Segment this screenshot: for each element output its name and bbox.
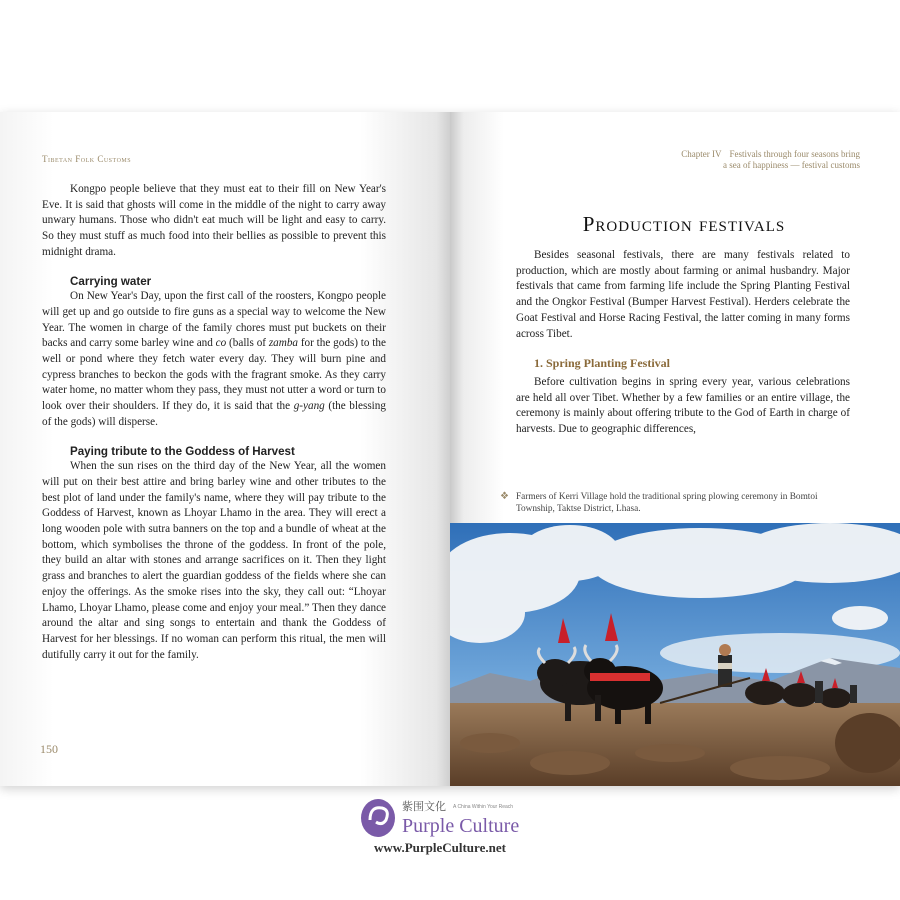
photo-caption bbox=[500, 491, 856, 515]
chapter-title: Production festivals bbox=[582, 212, 786, 236]
running-head-title-line2: a sea of happiness — festival customs bbox=[723, 160, 860, 170]
running-head-right bbox=[600, 149, 860, 171]
book-spread bbox=[0, 112, 900, 786]
purple-culture-logo bbox=[360, 796, 560, 856]
right-page bbox=[450, 112, 900, 786]
left-body-text bbox=[42, 182, 386, 663]
page-number: 150 bbox=[40, 742, 58, 756]
running-head-title-line1: Festivals through four seasons bring bbox=[729, 149, 860, 159]
section-heading-spring-planting: 1. Spring Planting Festival bbox=[534, 356, 671, 371]
heading-paying-tribute: Paying tribute to the Goddess of Harvest bbox=[70, 444, 295, 458]
paragraph-carrying-water: On New Year's Day, upon the first call of the roosters, Kongpo people will get up and go outside to fire guns as a special way to welcome the New Year. The women in charge of the family chores must put buckets on their backs and carry some barley wine and co (balls of zamba for the gods) to the well or pond where they fetch water every day. They will burn pine and cypress branches to beckon the gods with the fragrant smoke. As they carry water home, no matter whom they pass, they must not utter a word or turn to look over their shoulders. If they do, it is said that the g-yang (the blessing of the gods) will disperse. bbox=[42, 290, 386, 428]
paragraph-paying-tribute: When the sun rises on the third day of the New Year, all the women will put on their best attire and bring barley wine and other tributes to the best plot of land under the family's name, where they will pay tribute to the Goddess of Harvest, known as Lhoyar Lhamo in the area. They will erect a long wooden pole with sutra banners on the top and a bundle of wheat at the bottom, which symbolises the throne of the goddess. In front of the pole, they build an altar with stones and arrange sacrifices on it. Then they light grass and branches to alert the guardian goddess of the fields where she can enjoy the offerings. As the smoke rises into the sky, they call out: “Lhoyar Lhamo, Lhoyar Lhamo, please come and enjoy your meal.” Then they dance around the altar and sing songs to entertain and thank the Goddess of Harvest for her blessings. If no woman can perform this ritual, the men will dutifully carry it out for the family. bbox=[42, 460, 386, 661]
running-head-left: Tibetan Folk Customs bbox=[42, 154, 132, 164]
caption-text: Farmers of Kerri Village hold the traditional spring plowing ceremony in Bomtoi Township, Taktse District, Lhasa. bbox=[516, 492, 818, 514]
logo-tagline: A China Within Your Reach bbox=[453, 804, 514, 810]
paragraph-spring-planting: Before cultivation begins in spring every year, various celebrations are held all over Tibet. Whether by a few families or an entire village, the ceremony is mainly about offering tribute to the God of Earth in charge of harvests. Due to geographic differences, bbox=[516, 375, 850, 436]
paragraph-intro-right: Besides seasonal festivals, there are many festivals related to production, which are mostly about farming or animal husbandry. Major festivals that came from farming life include the Spring Planting Festival and the Ongkor Festival (Bumper Harvest Festival). Herders celebrate the Goat Festival and Horse Racing Festival, the latter coming in many forms across Tibet. bbox=[516, 249, 850, 340]
right-body-text bbox=[516, 248, 850, 438]
left-page bbox=[0, 112, 450, 786]
spring-plowing-photo bbox=[450, 523, 900, 786]
running-head-chapter: Chapter IV bbox=[681, 149, 722, 159]
paragraph-intro-left: Kongpo people believe that they must eat to their fill on New Year's Eve. It is said that ghosts will come in the middle of the night to carry away unwary humans. Those who didn't eat much will be light and easy to carry. So they must stuff as much food into their bellies as possible to prevent this midnight drama. bbox=[42, 183, 386, 258]
purple-culture-watermark bbox=[360, 796, 560, 856]
heading-carrying-water: Carrying water bbox=[70, 274, 152, 288]
logo-swirl-icon bbox=[361, 799, 395, 837]
logo-brand: Purple Culture bbox=[402, 815, 520, 837]
logo-chinese: 紫围文化 bbox=[402, 800, 446, 813]
logo-url: www.PurpleCulture.net bbox=[374, 840, 506, 855]
caption-bullet-icon: ❖ bbox=[500, 491, 509, 502]
